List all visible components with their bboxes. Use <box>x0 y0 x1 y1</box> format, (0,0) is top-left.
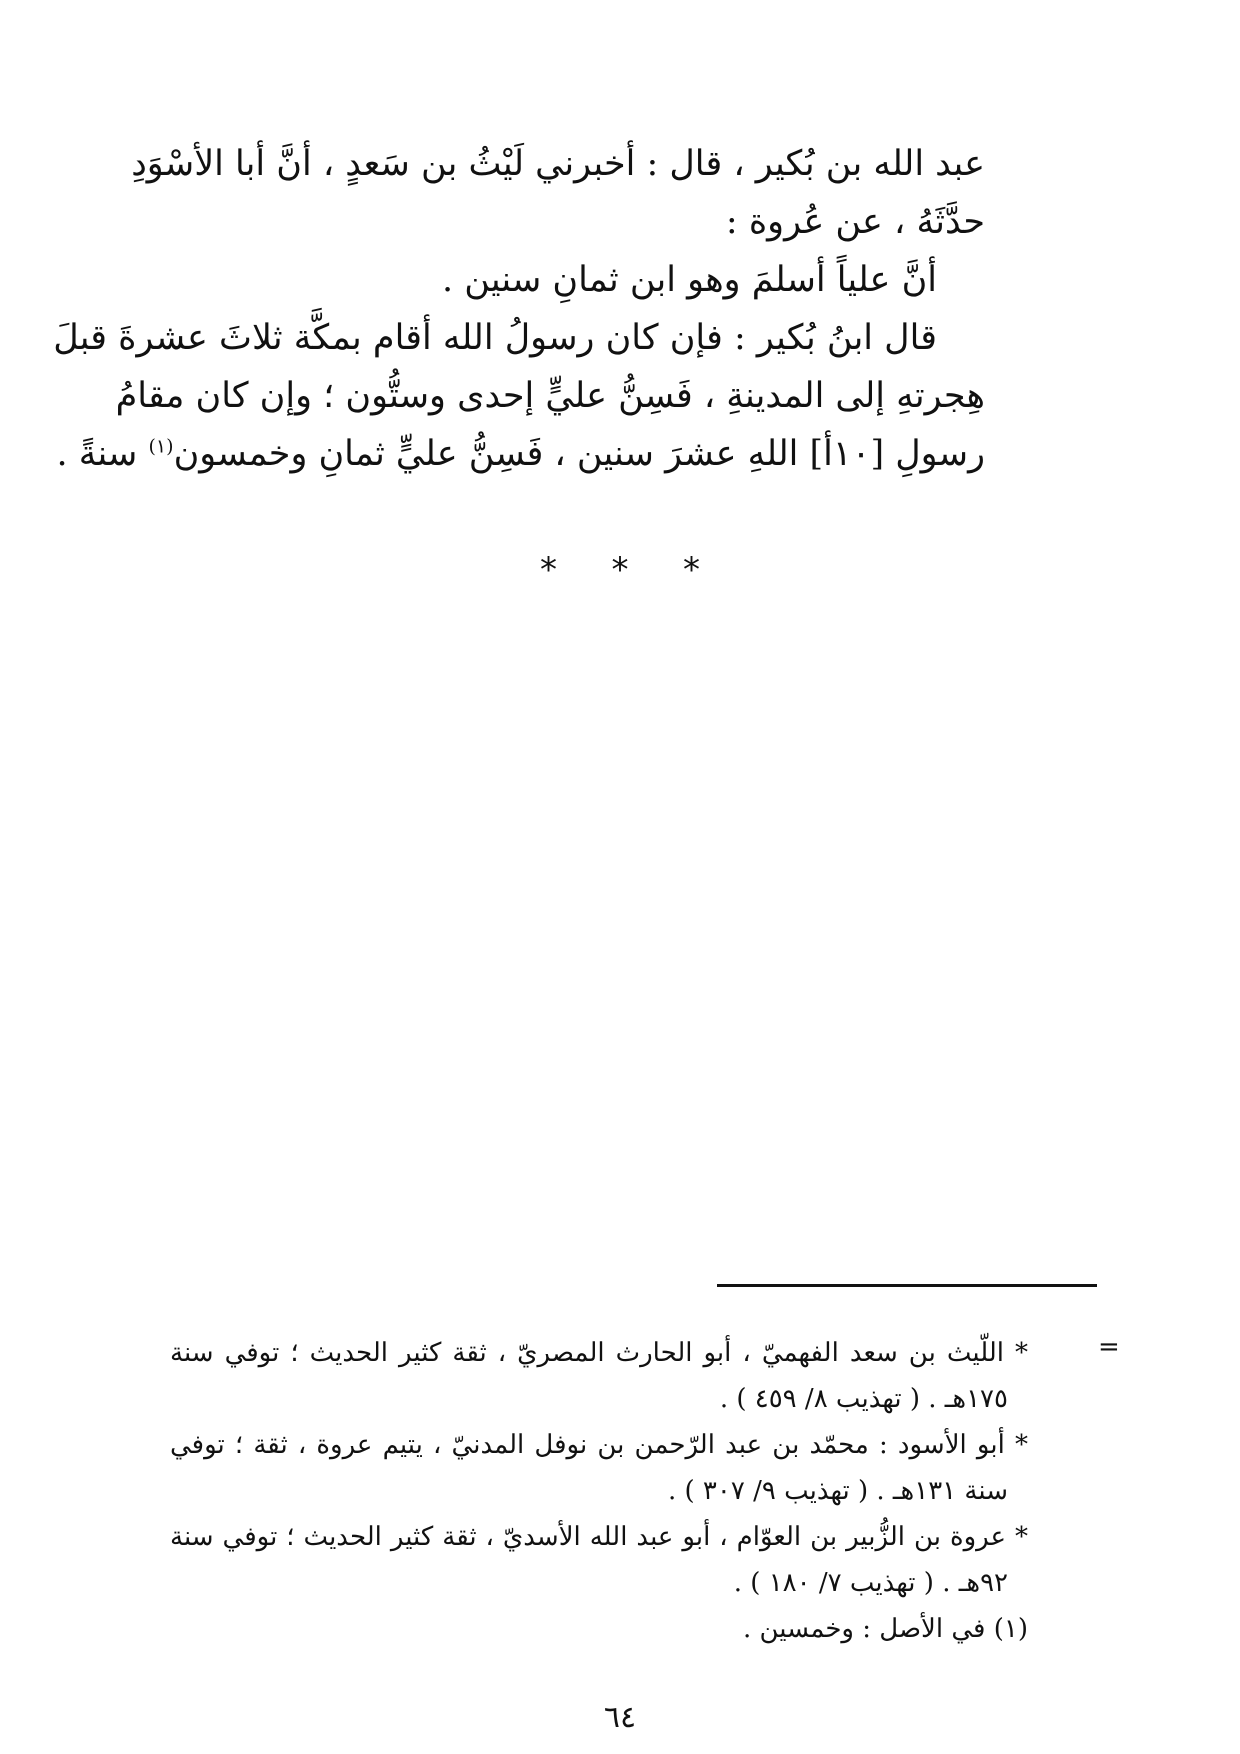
footnote-reference[interactable]: (١) <box>148 435 174 458</box>
main-text-line-4: قال ابنُ بُكير : فإن كان رسولُ الله أقام بمكَّة ثلاثَ عشرةَ قبلَ <box>53 318 937 358</box>
main-text-line-6-end: سنةً . <box>56 434 138 474</box>
star-icon: * <box>611 550 629 590</box>
footnote-line-1: * اللّيث بن سعد الفهميّ ، أبو الحارث المصريّ ، ثقة كثير الحديث ؛ توفي سنة <box>170 1338 1028 1368</box>
main-text-line-1: عبد الله بن بُكير ، قال : أخبرني لَيْثُ بن سَعدٍ ، أنَّ أبا الأسْوَدِ <box>131 144 985 184</box>
main-text-line-6 <box>56 425 985 483</box>
footnote-line-6: ٩٢هـ . ( تهذيب ٧/ ١٨٠ ) . <box>733 1568 1008 1598</box>
main-text-line-3: أنَّ علياً أسلمَ وهو ابن ثمانِ سنين . <box>441 260 937 300</box>
footnotes-block <box>170 1330 1028 1652</box>
continuation-mark: = <box>1098 1332 1120 1362</box>
main-text-line-2: حدَّثَهُ ، عن عُروة : <box>725 202 985 242</box>
footnote-line-3: * أبو الأسود : محمّد بن عبد الرّحمن بن نوفل المدنيّ ، يتيم عروة ، ثقة ؛ توفي <box>170 1430 1028 1460</box>
section-divider-stars <box>540 550 700 590</box>
footnote-line-5: * عروة بن الزُّبير بن العوّام ، أبو عبد الله الأسديّ ، ثقة كثير الحديث ؛ توفي سنة <box>170 1522 1028 1552</box>
footnote-line-4: سنة ١٣١هـ . ( تهذيب ٩/ ٣٠٧ ) . <box>667 1476 1008 1506</box>
page-number: ٦٤ <box>603 1700 637 1735</box>
star-icon: * <box>683 550 700 590</box>
main-text-line-5: هِجرتهِ إلى المدينةِ ، فَسِنُّ عليٍّ إحدى وستُّون ؛ وإن كان مقامُ <box>115 376 985 416</box>
footnote-line-7: (١) في الأصل : وخمسين . <box>742 1614 1028 1644</box>
main-text-line-6-body: رسولِ [١٠أ] اللهِ عشرَ سنين ، فَسِنُّ عليٍّ ثمانِ وخمسون <box>173 434 985 474</box>
star-icon: * <box>540 550 557 590</box>
main-text-block <box>53 135 985 483</box>
footnote-separator <box>717 1284 1097 1287</box>
footnote-line-2: ١٧٥هـ . ( تهذيب ٨/ ٤٥٩ ) . <box>719 1384 1008 1414</box>
